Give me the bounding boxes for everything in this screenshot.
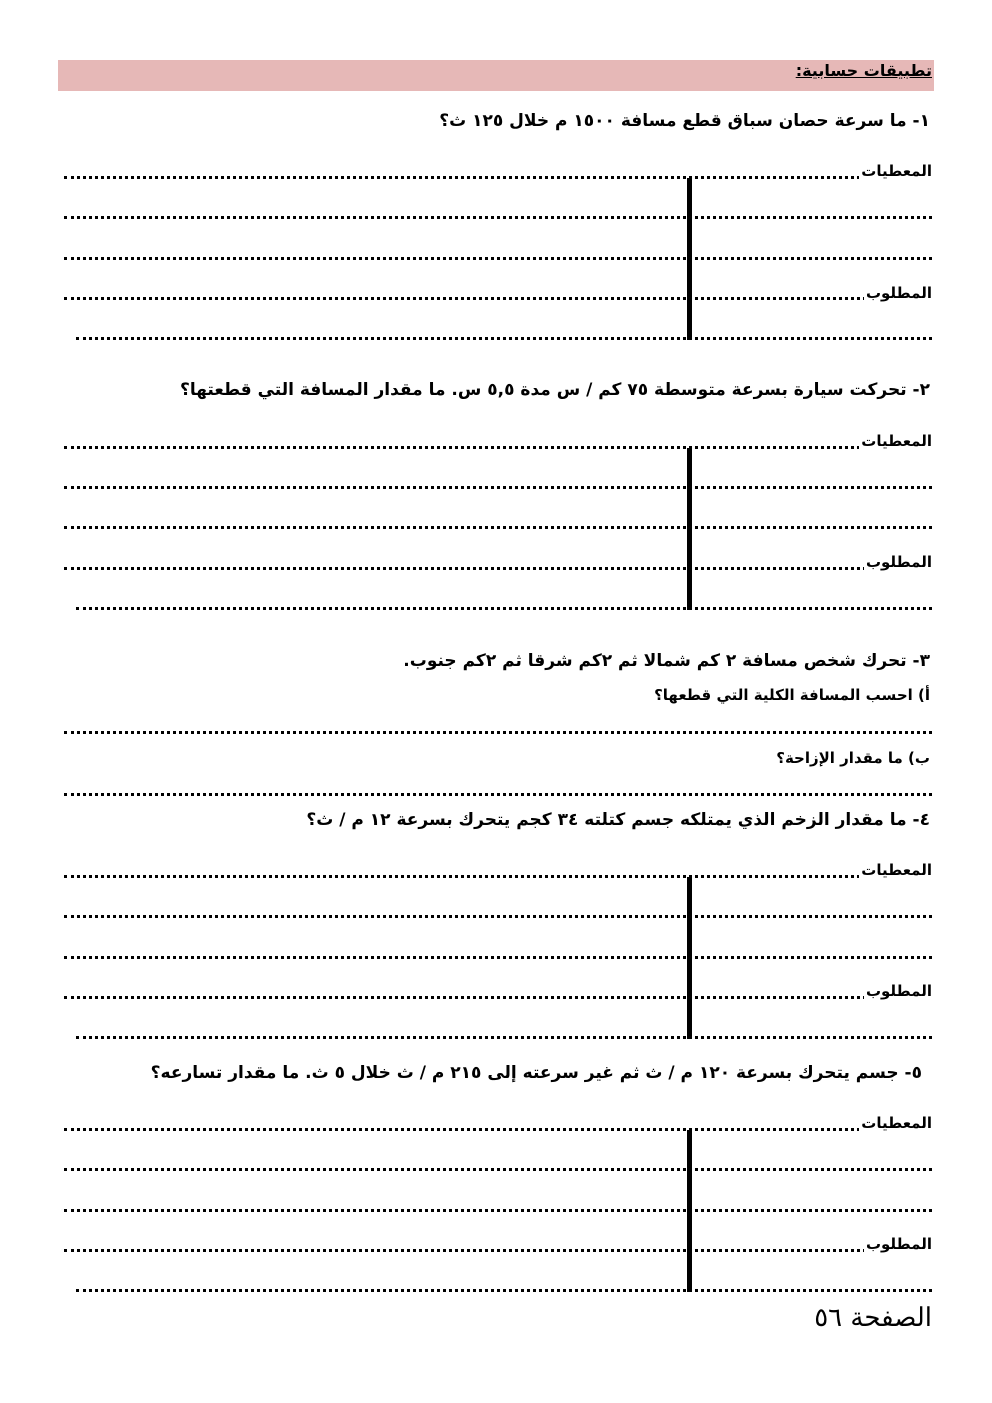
answer-line — [64, 526, 932, 529]
question-5: ٥- جسم يتحرك بسرعة ١٢٠ م / ث ثم غير سرعته إلى ٢١٥ م / ث خلال ٥ ث. ما مقدار تسارعه؟ — [150, 1063, 922, 1083]
question-3-part-b: ب) ما مقدار الإزاحة؟ — [776, 749, 930, 767]
column-divider — [687, 877, 692, 1039]
answer-line — [76, 337, 932, 340]
section-title: تطبيقات حسابية: — [795, 61, 932, 80]
answer-line — [64, 216, 932, 219]
answer-line — [76, 607, 932, 610]
given-label: المعطيات — [861, 861, 932, 879]
answer-line — [64, 1209, 932, 1212]
question-2: ٢- تحركت سيارة بسرعة متوسطة ٧٥ كم / س مدة ٥,٥ س. ما مقدار المسافة التي قطعتها؟ — [179, 380, 930, 400]
required-label: المطلوب — [865, 982, 932, 1000]
answer-line — [64, 875, 932, 878]
question-3: ٣- تحرك شخص مسافة ٢ كم شمالا ثم ٢كم شرقا ثم ٢كم جنوب. — [403, 651, 930, 671]
required-label: المطلوب — [865, 1235, 932, 1253]
answer-line — [64, 567, 932, 570]
answer-line — [64, 956, 932, 959]
answer-line — [64, 1249, 932, 1252]
question-3-part-a: أ) احسب المسافة الكلية التي قطعها؟ — [654, 686, 930, 704]
answer-line — [64, 1128, 932, 1131]
column-divider — [687, 178, 692, 340]
answer-line — [76, 1036, 932, 1039]
given-label: المعطيات — [861, 1114, 932, 1132]
column-divider — [687, 1130, 692, 1292]
question-4: ٤- ما مقدار الزخم الذي يمتلكه جسم كتلته ٣٤ كجم يتحرك بسرعة ١٢ م / ث؟ — [306, 810, 930, 830]
answer-line — [64, 1168, 932, 1171]
answer-line — [64, 731, 932, 734]
answer-line — [64, 257, 932, 260]
answer-line — [64, 915, 932, 918]
answer-line — [64, 996, 932, 999]
given-label: المعطيات — [861, 432, 932, 450]
answer-line — [76, 1289, 932, 1292]
answer-line — [64, 446, 932, 449]
answer-line — [64, 297, 932, 300]
answer-line — [64, 793, 932, 796]
answer-line — [64, 176, 932, 179]
question-1: ١- ما سرعة حصان سباق قطع مسافة ١٥٠٠ م خلال ١٢٥ ث؟ — [439, 111, 930, 131]
page-number: الصفحة ٥٦ — [814, 1303, 932, 1333]
answer-line — [64, 486, 932, 489]
given-label: المعطيات — [861, 162, 932, 180]
column-divider — [687, 448, 692, 610]
required-label: المطلوب — [865, 553, 932, 571]
required-label: المطلوب — [865, 284, 932, 302]
